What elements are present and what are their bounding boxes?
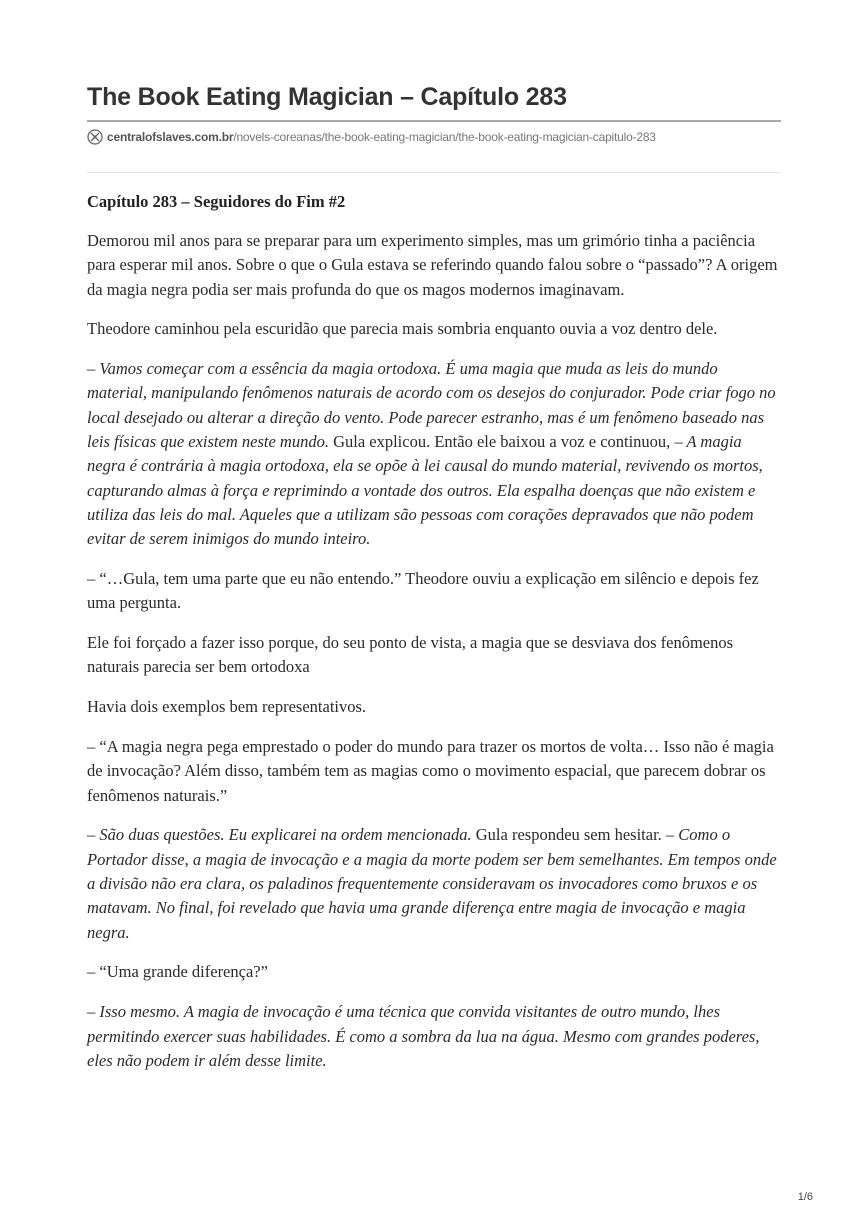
- paragraph: [87, 1000, 781, 1073]
- page-indicator: 1/6: [797, 1191, 813, 1203]
- source-url[interactable]: [87, 127, 656, 147]
- article-body: [87, 190, 781, 1089]
- paragraph: Havia dois exemplos bem representativos.: [87, 697, 367, 717]
- source-domain[interactable]: centralofslaves.com.br: [107, 130, 234, 144]
- paragraph: Theodore caminhou pela escuridão que parecia mais sombria enquanto ouvia a voz dentro dele.: [87, 319, 718, 339]
- compass-icon: [87, 129, 103, 145]
- paragraph: Demorou mil anos para se preparar para um experimento simples, mas um grimório tinha a paciência para esperar mil anos. Sobre o que o Gula estava se referindo quando falou sobre o “passado”? A origem da magia negra podia ser mais profunda do que os magos modernos imaginavam.: [87, 231, 778, 299]
- header-divider: [87, 172, 781, 173]
- italic-speech: – A magia negra é contrária à magia ortodoxa, ela se opõe à lei causal do mundo material, revivendo os mortos, capturando almas à força e reprimindo a vontade dos outros. Ela espalha doenças que não existem e utiliza das leis do mal. Aqueles que a utilizam são pessoas com corações depravados que não podem evitar de serem inimigos do mundo inteiro.: [87, 432, 763, 549]
- chapter-heading: Capítulo 283 – Seguidores do Fim #2: [87, 192, 346, 211]
- paragraph: – “A magia negra pega emprestado o poder do mundo para trazer os mortos de volta… Isso não é magia de invocação? Além disso, também tem as magias como o movimento espacial, que parecem dobrar os fenômenos naturais.”: [87, 737, 774, 805]
- paragraph: [87, 823, 781, 944]
- paragraph: Ele foi forçado a fazer isso porque, do seu ponto de vista, a magia que se desviava dos fenômenos naturais parecia ser bem ortodoxa: [87, 633, 734, 677]
- page-title: The Book Eating Magician – Capítulo 283: [87, 83, 567, 111]
- italic-speech: – Isso mesmo. A magia de invocação é uma técnica que convida visitantes de outro mundo, lhes permitindo exercer suas habilidades. É como a sombra da lua na água. Mesmo com grandes poderes, eles não podem ir além desse limite.: [87, 1002, 760, 1070]
- paragraph: – “Uma grande diferença?”: [87, 962, 268, 982]
- narration: Gula explicou. Então ele baixou a voz e continuou,: [328, 432, 675, 452]
- title-divider: [87, 120, 781, 122]
- paragraph: – “…Gula, tem uma parte que eu não entendo.” Theodore ouviu a explicação em silêncio e depois fez uma pergunta.: [87, 569, 759, 613]
- italic-speech: – Vamos começar com a essência da magia ortodoxa. É uma magia que muda as leis do mundo material, manipulando fenômenos naturais de acordo com os desejos do conjurador. Pode criar fogo no local desejado ou alterar a direção do vento. Pode parecer estranho, mas é um fenômeno baseado nas leis físicas que existem neste mundo.: [87, 359, 776, 452]
- source-path[interactable]: /novels-coreanas/the-book-eating-magician/the-book-eating-magician-capitulo-283: [233, 130, 656, 144]
- italic-speech: – Como o Portador disse, a magia de invocação e a magia da morte podem ser bem semelhantes. Em tempos onde a divisão não era clara, os paladinos frequentemente consideravam os invocadores como bruxos e os matavam. No final, foi revelado que havia uma grande diferença entre magia de invocação e magia negra.: [87, 825, 777, 942]
- italic-speech: – São duas questões. Eu explicarei na ordem mencionada.: [87, 825, 472, 845]
- narration: Gula respondeu sem hesitar.: [471, 825, 666, 845]
- paragraph: [87, 357, 781, 551]
